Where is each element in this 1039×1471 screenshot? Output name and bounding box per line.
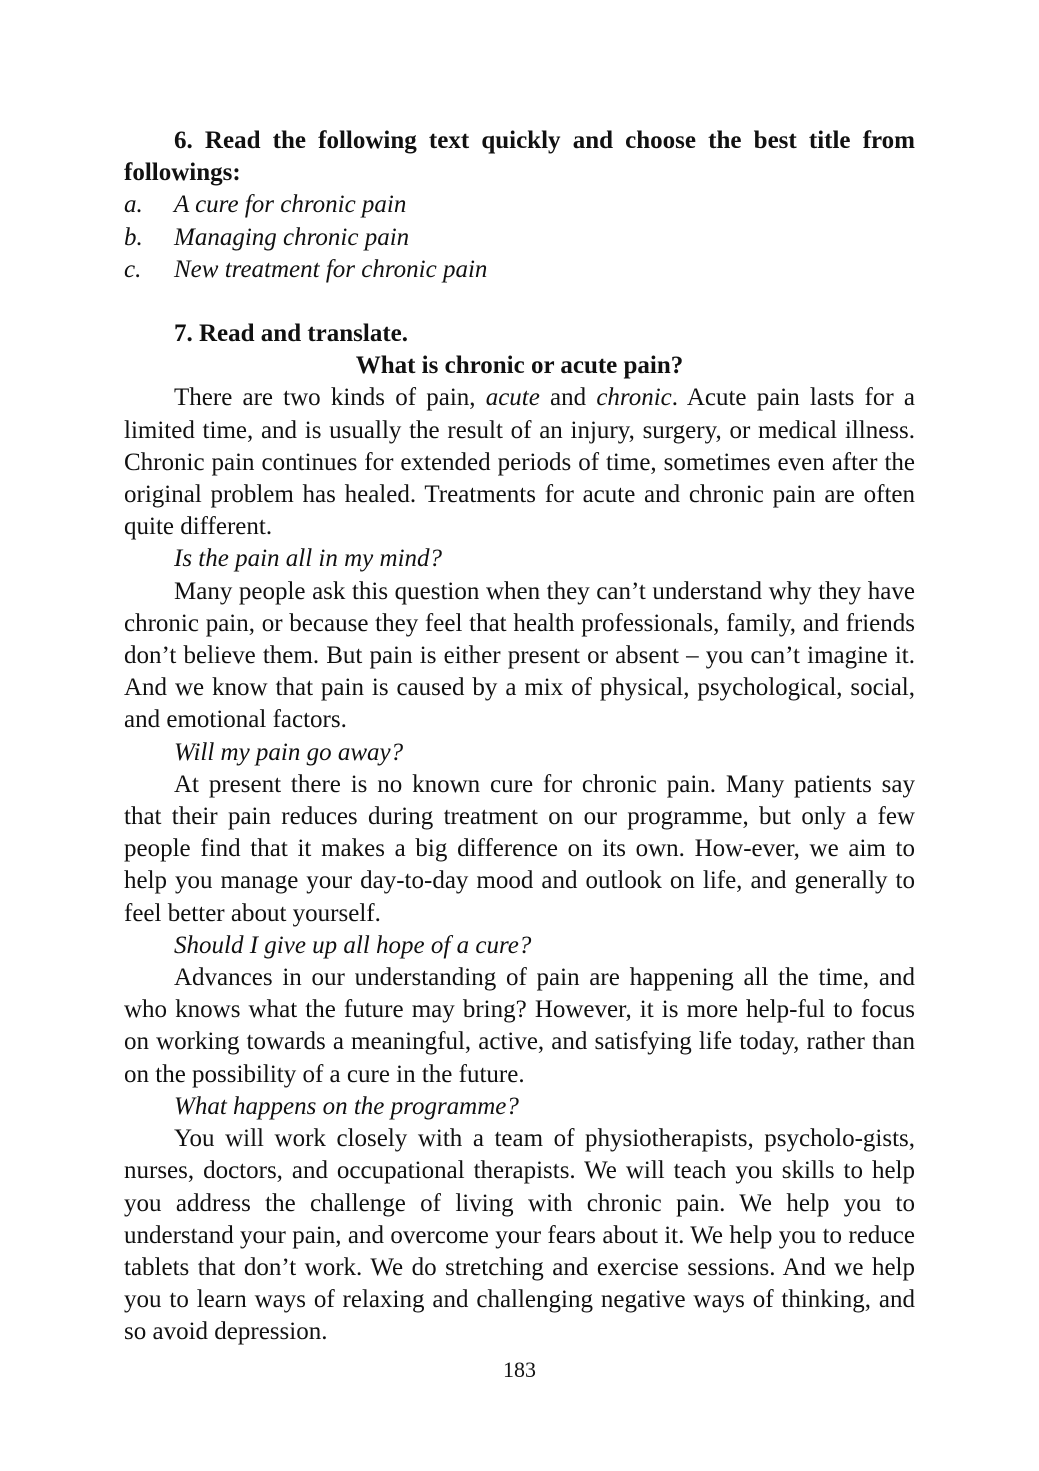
intro-text: There are two kinds of pain, — [174, 384, 486, 412]
option-text: New treatment for chronic pain — [174, 255, 488, 283]
exercise-6-heading: 6. Read the following text quickly and choose the best title from followings: — [124, 127, 915, 187]
option-letter: c. — [124, 255, 142, 283]
term-chronic: chronic — [596, 384, 672, 412]
option-b — [124, 222, 915, 254]
section-question: Should I give up all hope of a cure? — [174, 931, 532, 959]
page-number: 183 — [503, 1357, 536, 1382]
term-acute: acute — [485, 384, 540, 412]
option-c — [124, 254, 915, 286]
section-answer: You will work closely with a team of physiotherapists, psycholo-gists, nurses, doctors, and occupational therapists. We will teach you skills to help you address the challenge of living with chronic pain. We help you to understand your pain, and overcome your fears about it. We help you to reduce tablets that don’t work. We do stretching and exercise sessions. And we help you to learn ways of relaxing and challenging negative ways of thinking, and so avoid depression. — [124, 1125, 915, 1346]
section-answer: Advances in our understanding of pain are happening all the time, and who knows what the future may bring? However, it is more help-ful to focus on working towards a meaningful, active, and satisfying life today, rather than on the possibility of a cure in the future. — [124, 964, 915, 1088]
page-content — [124, 125, 915, 1349]
section-question: Is the pain all in my mind? — [174, 545, 443, 573]
option-a — [124, 189, 915, 221]
text-title: What is chronic or acute pain? — [355, 352, 684, 380]
section-question: What happens on the programme? — [174, 1092, 519, 1120]
section-question: Will my pain go away? — [174, 738, 404, 766]
option-letter: b. — [124, 223, 143, 251]
option-text: Managing chronic pain — [174, 223, 410, 251]
intro-text: . Acute pain lasts for a limited time, and is usually the result of an injury, surgery, or medical illness. Chronic pain continues for extended periods of time, sometimes even after the original problem has healed. Treatments for acute and chronic pain are often quite different. — [124, 384, 915, 541]
option-text: A cure for chronic pain — [174, 191, 407, 219]
section-answer: At present there is no known cure for chronic pain. Many patients say that their pain reduces during treatment on our programme, but only a few people find that it makes a big difference on its own. How-ever, we aim to help you manage your day-to-day mood and outlook on life, and generally to feel better about yourself. — [124, 770, 915, 927]
spacer — [124, 286, 915, 318]
section-answer: Many people ask this question when they can’t understand why they have chronic pain, or because they feel that health professionals, family, and friends don’t believe them. But pain is either present or absent – you can’t imagine it. And we know that pain is caused by a mix of physical, psychological, social, and emotional factors. — [124, 577, 915, 734]
exercise-7-heading: 7. Read and translate. — [174, 320, 409, 348]
intro-text: and — [539, 384, 597, 412]
intro-paragraph — [124, 382, 915, 543]
option-letter: a. — [124, 191, 143, 219]
